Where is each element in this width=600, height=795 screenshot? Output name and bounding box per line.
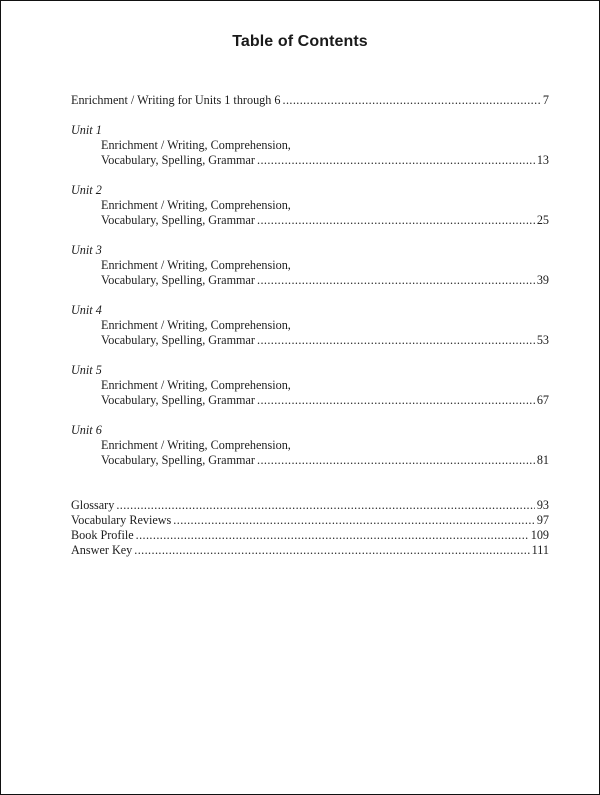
toc-page-number: 111 (531, 543, 549, 557)
unit-description-line: Enrichment / Writing, Comprehension, (101, 378, 291, 392)
toc-entry (71, 393, 549, 408)
toc-page-number: 67 (536, 393, 549, 407)
toc-entry (71, 273, 549, 288)
unit-description-line: Enrichment / Writing, Comprehension, (101, 318, 291, 332)
dot-leader (116, 498, 534, 513)
toc-entry-glossary (71, 498, 549, 513)
toc-page-number: 53 (536, 333, 549, 347)
unit-description-line: Enrichment / Writing, Comprehension, (101, 138, 291, 152)
unit-title: Unit 2 (71, 183, 102, 197)
toc-entry (71, 153, 549, 168)
dot-leader (283, 93, 541, 108)
toc-page-number: 81 (536, 453, 549, 467)
toc-unit-5 (71, 363, 549, 408)
unit-description-line: Enrichment / Writing, Comprehension, (101, 438, 291, 452)
toc-entry-label: Vocabulary, Spelling, Grammar (101, 153, 255, 167)
toc-page-number: 39 (536, 273, 549, 287)
dot-leader (134, 543, 529, 558)
unit-description-line: Enrichment / Writing, Comprehension, (101, 198, 291, 212)
toc-entry-label: Answer Key (71, 543, 133, 557)
toc-entry (71, 333, 549, 348)
toc-entry-label: Vocabulary, Spelling, Grammar (101, 453, 255, 467)
toc-entry-label: Vocabulary, Spelling, Grammar (101, 333, 255, 347)
dot-leader (257, 393, 535, 408)
unit-title: Unit 5 (71, 363, 102, 377)
page-title: Table of Contents (232, 33, 368, 50)
table-of-contents (71, 93, 549, 558)
toc-page-number: 97 (536, 513, 549, 527)
toc-entry-book-profile (71, 528, 549, 543)
dot-leader (257, 273, 535, 288)
toc-entry-label: Glossary (71, 498, 115, 512)
toc-unit-4 (71, 303, 549, 348)
toc-page-number: 13 (536, 153, 549, 167)
unit-title: Unit 6 (71, 423, 102, 437)
toc-unit-2 (71, 183, 549, 228)
unit-title: Unit 4 (71, 303, 102, 317)
dot-leader (257, 453, 535, 468)
toc-entry-intro (71, 93, 549, 108)
toc-entry-label: Vocabulary Reviews (71, 513, 172, 527)
back-matter (71, 498, 549, 558)
toc-page-number: 25 (536, 213, 549, 227)
dot-leader (257, 213, 535, 228)
toc-entry-label: Vocabulary, Spelling, Grammar (101, 213, 255, 227)
unit-description-line: Enrichment / Writing, Comprehension, (101, 258, 291, 272)
toc-unit-3 (71, 243, 549, 288)
toc-unit-6 (71, 423, 549, 468)
toc-entry (71, 213, 549, 228)
toc-entry-answer-key (71, 543, 549, 558)
dot-leader (136, 528, 529, 543)
toc-entry-label: Vocabulary, Spelling, Grammar (101, 393, 255, 407)
toc-entry (71, 453, 549, 468)
dot-leader (257, 333, 535, 348)
dot-leader (173, 513, 535, 528)
unit-title: Unit 1 (71, 123, 102, 137)
dot-leader (257, 153, 535, 168)
toc-page-number: 93 (536, 498, 549, 512)
toc-page-number: 7 (542, 93, 549, 107)
toc-entry-label: Vocabulary, Spelling, Grammar (101, 273, 255, 287)
unit-title: Unit 3 (71, 243, 102, 257)
toc-entry-label: Book Profile (71, 528, 134, 542)
toc-unit-1 (71, 123, 549, 168)
toc-page-number: 109 (530, 528, 549, 542)
toc-entry-label: Enrichment / Writing for Units 1 through 6 (71, 93, 281, 107)
toc-entry-vocabulary-reviews (71, 513, 549, 528)
